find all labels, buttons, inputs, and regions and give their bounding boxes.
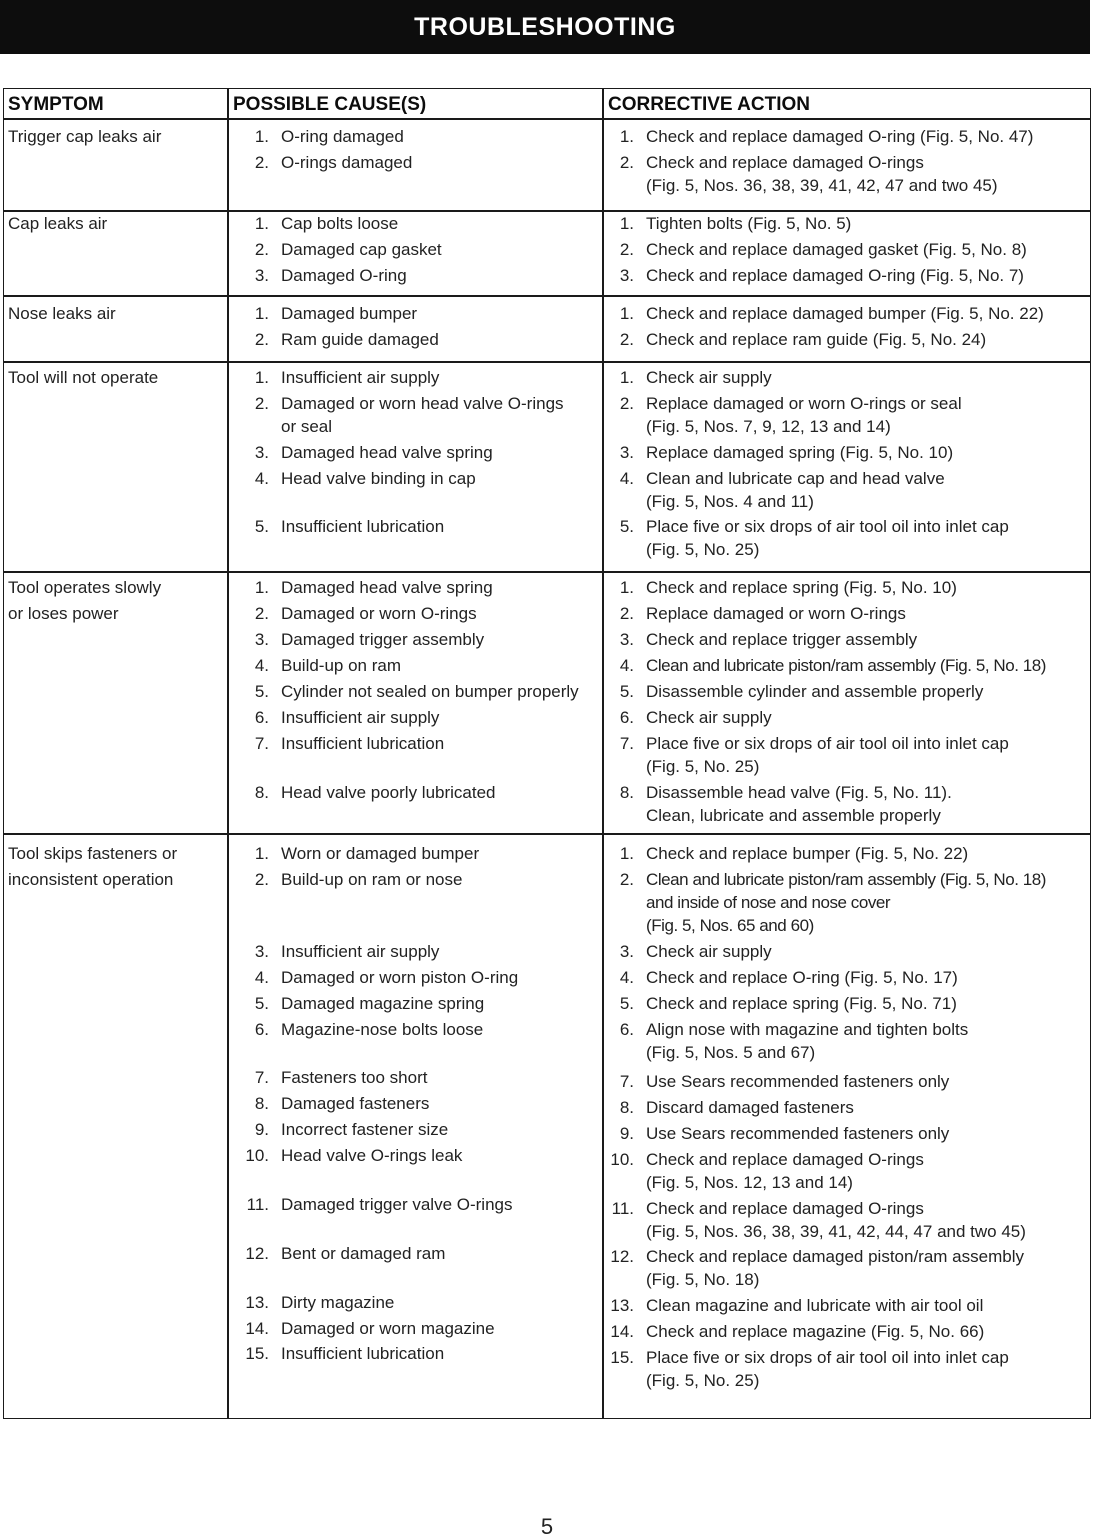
item-text: Build-up on ram or nose [281,870,463,889]
item-text: Check and replace damaged piston/ram assembly (Fig. 5, No. 18) [646,1247,1024,1289]
item-text: Use Sears recommended fasteners only [646,1072,950,1091]
item-text: Bent or damaged ram [281,1244,446,1263]
item-text: Check air supply [646,942,772,961]
item-text: Check and replace damaged O-rings (Fig. 5, Nos. 36, 38, 39, 41, 42, 47 and two 45) [646,153,998,195]
item-text: Damaged trigger valve O-rings [281,1195,513,1214]
item-number: 8. [254,1094,269,1113]
item-text: Damaged or worn O-rings [281,604,477,623]
item-number: 12. [610,1247,634,1266]
item-number: 2. [254,240,269,259]
item-number: 6. [619,1020,634,1039]
item-text: Worn or damaged bumper [281,844,480,863]
item-text: Clean magazine and lubricate with air tool oil [646,1296,984,1315]
item-text: Check and replace damaged O-rings (Fig. 5, Nos. 12, 13 and 14) [646,1150,924,1192]
item-number: 1. [254,214,269,233]
item-number: 2. [619,153,634,172]
item-number: 1. [254,844,269,863]
header-symptom: SYMPTOM [8,94,104,115]
item-number: 15. [245,1344,269,1363]
item-number: 6. [254,1020,269,1039]
item-number: 2. [254,153,269,172]
item-number: 1. [619,578,634,597]
item-text: Damaged fasteners [281,1094,430,1113]
item-text: Magazine-nose bolts loose [281,1020,484,1039]
symptom-cell: Trigger cap leaks air [8,127,162,146]
item-text: Disassemble cylinder and assemble properly [646,682,984,701]
item-text: Place five or six drops of air tool oil into inlet cap (Fig. 5, No. 25) [646,1348,1009,1390]
item-number: 14. [245,1319,269,1338]
symptom-cell: Tool operates slowly or loses power [8,578,162,623]
item-text: Insufficient lubrication [281,1344,445,1363]
item-text: O-ring damaged [281,127,404,146]
item-text: Disassemble head valve (Fig. 5, No. 11). Clean, lubricate and assemble properly [646,783,952,825]
item-text: Place five or six drops of air tool oil into inlet cap (Fig. 5, No. 25) [646,734,1009,776]
item-number: 6. [254,708,269,727]
item-number: 8. [619,783,634,802]
item-text: Check and replace spring (Fig. 5, No. 71) [646,994,957,1013]
item-number: 3. [254,443,269,462]
item-text: Damaged or worn magazine [281,1319,495,1338]
item-number: 6. [619,708,634,727]
item-number: 3. [619,443,634,462]
item-text: Damaged trigger assembly [281,630,485,649]
item-text: Damaged cap gasket [281,240,442,259]
item-text: Check and replace trigger assembly [646,630,918,649]
item-text: Damaged head valve spring [281,443,493,462]
header-corrective-action: CORRECTIVE ACTION [608,94,810,115]
item-text: Align nose with magazine and tighten bolts (Fig. 5, Nos. 5 and 67) [646,1020,969,1062]
item-number: 3. [254,630,269,649]
item-text: Place five or six drops of air tool oil into inlet cap (Fig. 5, No. 25) [646,517,1009,559]
item-number: 3. [619,942,634,961]
item-number: 5. [254,517,269,536]
item-number: 15. [610,1348,634,1367]
item-text: Check and replace ram guide (Fig. 5, No. 24) [646,330,987,349]
item-number: 1. [254,304,269,323]
item-number: 4. [619,469,634,488]
item-number: 3. [254,942,269,961]
item-text: Check and replace magazine (Fig. 5, No. 66) [646,1322,985,1341]
item-text: O-rings damaged [281,153,413,172]
troubleshooting-table [3,88,1091,1419]
item-number: 7. [254,734,269,753]
item-number: 2. [619,870,634,889]
item-text: Insufficient air supply [281,942,440,961]
item-text: Damaged O-ring [281,266,407,285]
symptom-cell: Cap leaks air [8,214,108,233]
item-text: Cylinder not sealed on bumper properly [281,682,579,701]
item-number: 2. [254,330,269,349]
item-number: 10. [245,1146,269,1165]
item-number: 1. [619,368,634,387]
item-number: 3. [254,266,269,285]
item-number: 4. [254,968,269,987]
item-number: 11. [246,1195,269,1214]
item-text: Check and replace O-ring (Fig. 5, No. 17) [646,968,958,987]
item-number: 1. [254,368,269,387]
item-text: Fasteners too short [281,1068,428,1087]
row-divider [4,571,1090,573]
item-number: 14. [610,1322,634,1341]
item-text: Check and replace spring (Fig. 5, No. 10) [646,578,957,597]
row-divider [4,361,1090,363]
symptom-cell: Tool skips fasteners or inconsistent operation [8,844,178,889]
item-number: 2. [254,870,269,889]
item-number: 8. [619,1098,634,1117]
item-text: Head valve O-rings leak [281,1146,463,1165]
item-text: Insufficient air supply [281,368,440,387]
item-number: 1. [254,578,269,597]
row-divider [4,833,1090,835]
item-text: Ram guide damaged [281,330,439,349]
item-number: 7. [619,734,634,753]
item-number: 4. [254,469,269,488]
item-text: Damaged or worn head valve O-rings or seal [281,394,564,436]
item-number: 13. [610,1296,634,1315]
item-number: 1. [619,304,634,323]
item-number: 1. [619,844,634,863]
item-number: 12. [245,1244,269,1263]
item-text: Build-up on ram [281,656,402,675]
item-number: 3. [619,630,634,649]
item-text: Damaged magazine spring [281,994,485,1013]
item-number: 7. [619,1072,634,1091]
item-number: 4. [619,656,634,675]
item-number: 2. [254,604,269,623]
item-text: Check air supply [646,708,772,727]
item-number: 9. [254,1120,269,1139]
item-text: Clean and lubricate cap and head valve (Fig. 5, Nos. 4 and 11) [646,469,945,511]
item-text: Tighten bolts (Fig. 5, No. 5) [646,214,852,233]
item-text: Check and replace damaged O-ring (Fig. 5, No. 7) [646,266,1024,285]
item-text: Cap bolts loose [281,214,399,233]
item-text: Damaged bumper [281,304,418,323]
item-text: Dirty magazine [281,1293,395,1312]
item-number: 9. [619,1124,634,1143]
item-text: Check and replace damaged gasket (Fig. 5, No. 8) [646,240,1027,259]
symptom-cell: Nose leaks air [8,304,116,323]
item-text: Damaged or worn piston O-ring [281,968,519,987]
item-number: 11. [611,1199,634,1218]
item-number: 1. [254,127,269,146]
item-number: 5. [619,682,634,701]
item-number: 5. [619,517,634,536]
item-number: 7. [254,1068,269,1087]
item-text: Insufficient lubrication [281,734,445,753]
item-text: Discard damaged fasteners [646,1098,854,1117]
item-number: 4. [619,968,634,987]
item-text: Check air supply [646,368,772,387]
item-number: 13. [245,1293,269,1312]
item-number: 3. [619,266,634,285]
item-number: 10. [610,1150,634,1169]
item-number: 2. [619,394,634,413]
item-text: Head valve binding in cap [281,469,476,488]
item-number: 8. [254,783,269,802]
page-title: TROUBLESHOOTING [0,0,1090,54]
page-number: 5 [540,1514,554,1538]
item-text: Replace damaged or worn O-rings [646,604,906,623]
item-text: Clean and lubricate piston/ram assembly (Fig. 5, No. 18) and inside of nose and nose cover (Fig. 5, Nos. 65 and 60) [646,870,1046,935]
item-text: Head valve poorly lubricated [281,783,496,802]
item-number: 5. [254,994,269,1013]
item-text: Insufficient lubrication [281,517,445,536]
symptom-cell: Tool will not operate [8,368,159,387]
item-text: Check and replace bumper (Fig. 5, No. 22) [646,844,969,863]
item-number: 2. [619,240,634,259]
row-divider [4,295,1090,297]
item-text: Clean and lubricate piston/ram assembly (Fig. 5, No. 18) [646,656,1046,675]
item-text: Damaged head valve spring [281,578,493,597]
item-number: 2. [619,604,634,623]
item-number: 2. [254,394,269,413]
item-text: Insufficient air supply [281,708,440,727]
header-divider [4,118,1090,120]
item-number: 5. [619,994,634,1013]
item-text: Check and replace damaged bumper (Fig. 5, No. 22) [646,304,1044,323]
header-possible-causes: POSSIBLE CAUSE(S) [233,94,427,115]
item-text: Replace damaged or worn O-rings or seal (Fig. 5, Nos. 7, 9, 12, 13 and 14) [646,394,962,436]
item-number: 1. [619,214,634,233]
item-text: Check and replace damaged O-ring (Fig. 5, No. 47) [646,127,1034,146]
item-text: Incorrect fastener size [281,1120,449,1139]
item-number: 2. [619,330,634,349]
item-text: Replace damaged spring (Fig. 5, No. 10) [646,443,954,462]
item-number: 5. [254,682,269,701]
item-text: Use Sears recommended fasteners only [646,1124,950,1143]
item-number: 1. [619,127,634,146]
column-divider [227,89,229,1418]
item-text: Check and replace damaged O-rings (Fig. 5, Nos. 36, 38, 39, 41, 42, 44, 47 and two 45) [646,1199,1026,1241]
item-number: 4. [254,656,269,675]
